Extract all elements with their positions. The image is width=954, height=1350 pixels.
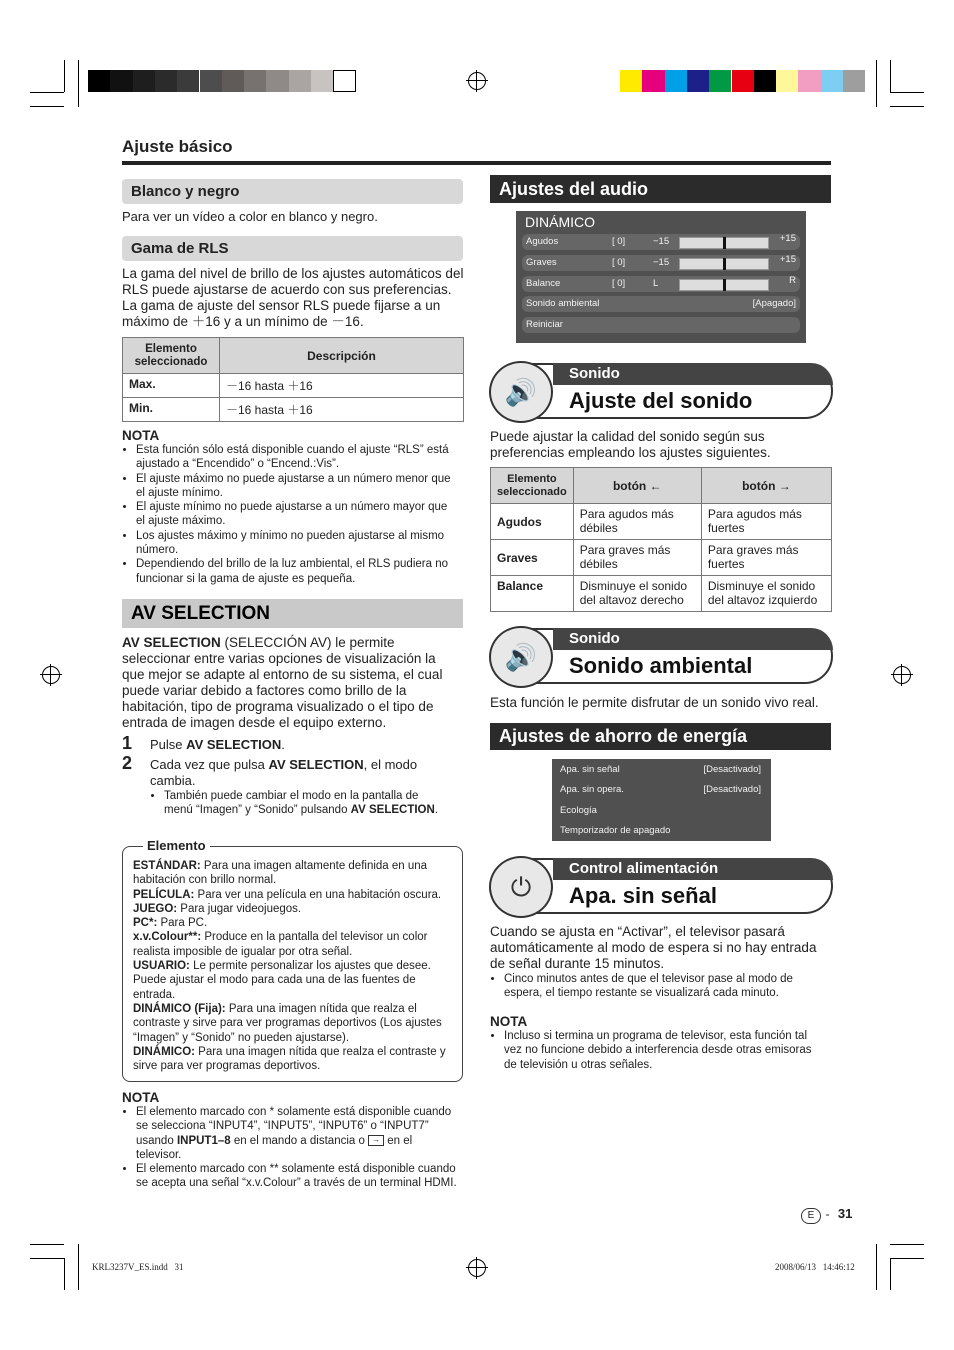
list-item: USUARIO: Le permite personalizar los ajustes que desee. Puede ajustar el modo para cada una de las fuentes de entrada. (133, 960, 431, 1001)
step-1-text: Pulse AV SELECTION. (150, 737, 285, 752)
list-item: • El elemento marcado con * solamente está disponible cuando se selecciona “INPUT4”, “INPUT5”, “INPUT6” o “INPUT7” usando INPUT1–8 en el mando a distancia o → en el televisor. (136, 1105, 458, 1162)
sonido-table-cell: Para agudos más débiles (573, 504, 701, 540)
rls-table-cell: －16 hasta ＋16 (220, 374, 464, 398)
audio-slider[interactable] (679, 279, 769, 291)
energy-row-value: [Desactivado] (703, 784, 761, 796)
color-swatch (620, 70, 642, 92)
apa-sin-senal-list (490, 972, 834, 1001)
elemento-title: Elemento (143, 838, 210, 853)
list-item: • Esta función sólo está disponible cuando el ajuste “RLS” está ajustado a “Encendido” o “Encend.:Vis”. (136, 443, 458, 472)
sonido-table-header: botón ← (573, 468, 701, 504)
gray-swatch (177, 70, 199, 92)
list-item: ESTÁNDAR: Para una imagen altamente definida en una habitación con brillo normal. (133, 860, 428, 887)
ajuste-sonido-title: Ajuste del sonido (569, 388, 753, 413)
audio-row-label: Reiniciar (526, 319, 563, 330)
blanco-y-negro-heading: Blanco y negro (122, 179, 463, 204)
page-number: 31 (837, 1206, 853, 1221)
rls-table-cell: Min. (123, 398, 220, 422)
audio-row[interactable] (522, 234, 800, 250)
elemento-list (133, 859, 458, 1073)
blanco-y-negro-text: Para ver un vídeo a color en blanco y negro. (122, 209, 378, 224)
registration-mark-top (468, 72, 486, 90)
color-swatch (821, 70, 843, 92)
color-swatch (776, 70, 798, 92)
energy-row[interactable] (560, 823, 763, 839)
rls-table-header-item: Elemento seleccionado (123, 338, 220, 374)
color-swatch (642, 70, 664, 92)
speaker-icon: 🔊 (489, 361, 553, 423)
sonido-ambiental-banner (491, 628, 833, 684)
list-item: • Dependiendo del brillo de la luz ambiental, el RLS pudiera no funcionar si la gama de ajuste es pequeña. (136, 557, 458, 586)
audio-row-value: [ 0] (612, 257, 626, 268)
slider-knob[interactable] (723, 237, 726, 249)
power-nota-title: NOTA (490, 1014, 528, 1029)
speaker-icon: 🔊 (489, 626, 553, 688)
audio-row-label: Sonido ambiental (526, 298, 600, 309)
av-nota-list (122, 1105, 458, 1191)
list-item: DINÁMICO: Para una imagen nítida que realza el contraste y sirve para ver programas deportivos. (133, 1045, 446, 1073)
sonido-table-cell: Graves (491, 540, 574, 576)
color-swatch (732, 70, 754, 92)
footer-date: 2008/06/13 14:46:12 (775, 1262, 855, 1272)
gray-swatch (333, 70, 356, 92)
control-alimentacion-band: Control alimentación (553, 858, 833, 880)
gray-swatch (133, 70, 155, 92)
audio-row[interactable] (522, 276, 800, 292)
av-step-2 (122, 753, 458, 817)
page-section-title: Ajuste básico (122, 137, 233, 156)
sonido-table-cell: Agudos (491, 504, 574, 540)
registration-mark-left (42, 666, 60, 684)
audio-row-max: R (789, 275, 796, 286)
elemento-box (122, 838, 463, 1082)
sonido-table-cell: Para graves más fuertes (701, 540, 831, 576)
color-swatch (754, 70, 776, 92)
energy-row[interactable] (560, 803, 763, 819)
gray-swatch (110, 70, 132, 92)
energy-row-label: Ecología (560, 804, 597, 816)
registration-mark-bottom (468, 1259, 486, 1277)
audio-row-ambient[interactable] (522, 296, 800, 312)
list-item: JUEGO: Para jugar videojuegos. (133, 902, 302, 915)
input-icon: → (368, 1135, 384, 1146)
color-swatch (798, 70, 820, 92)
av-selection-heading: AV SELECTION (122, 599, 463, 628)
list-item: DINÁMICO (Fija): Para una imagen nítida que realza el contraste y sirve para ver programas deportivos (Los ajustes “Imagen” y “Sonido” no pueden ajustarse). (133, 1002, 442, 1044)
rls-table (122, 337, 464, 422)
rls-table-header-desc: Descripción (220, 338, 464, 374)
audio-row-min: −15 (653, 236, 670, 247)
audio-row-label: Agudos (526, 236, 559, 247)
audio-row-max: +15 (779, 233, 796, 244)
energy-row-label: Apa. sin opera. (560, 784, 624, 796)
rls-nota-list (122, 443, 458, 586)
step-number: 1 (122, 733, 133, 753)
sonido-ambiental-text: Esta función le permite disfrutar de un sonido vivo real. (490, 695, 819, 710)
rls-nota (122, 428, 458, 586)
color-swatch (687, 70, 709, 92)
step-number: 2 (122, 753, 133, 773)
color-swatch (665, 70, 687, 92)
ajustes-audio-heading: Ajustes del audio (490, 175, 831, 203)
color-swatch (709, 70, 731, 92)
list-item: x.v.Colour**: Produce en la pantalla del televisor un color realista imposible de igualar por otra señal. (133, 931, 428, 958)
gray-swatch (289, 70, 311, 92)
ajuste-sonido-text: Puede ajustar la calidad del sonido según sus preferencias empleando los ajustes siguientes. (490, 429, 771, 460)
gray-swatch (200, 70, 222, 92)
apa-sin-senal-banner (491, 858, 833, 914)
list-item: • El ajuste mínimo no puede ajustarse a un número mayor que el ajuste máximo. (136, 500, 458, 529)
language-badge: E (801, 1208, 821, 1224)
apa-sin-senal-text: Cuando se ajusta en “Activar”, el televisor pasará automáticamente al modo de espera si no hay entrada de señal durante 15 minutos. (490, 924, 817, 971)
gray-swatch (244, 70, 266, 92)
sonido-table (490, 467, 832, 612)
gray-swatch (88, 70, 110, 92)
page-dash: - (825, 1207, 830, 1221)
slider-knob[interactable] (723, 279, 726, 291)
list-item: • También puede cambiar el modo en la pantalla de menú “Imagen” y “Sonido” pulsando AV SELECTION. (164, 789, 442, 818)
list-item: • Incluso si termina un programa de televisor, esta función tal vez no funcione debido a interferencia desde otras emisoras de televisión u otras señales. (504, 1029, 820, 1072)
sonido-table-cell: Disminuye el sonido del altavoz izquierdo (701, 576, 831, 612)
av-selection-intro (122, 635, 458, 731)
sonido-ambiental-title: Sonido ambiental (569, 653, 753, 678)
rls-table-cell: Max. (123, 374, 220, 398)
color-swatch (843, 70, 865, 92)
step-2-sublist (150, 789, 442, 818)
audio-row-value: [Apagado] (752, 298, 796, 309)
audio-menu-screen (516, 211, 806, 343)
power-control-icon: ⏻ (489, 856, 553, 918)
registration-mark-right (893, 666, 911, 684)
energy-row-value: [Desactivado] (703, 764, 761, 775)
audio-row-reset[interactable] (522, 317, 800, 333)
audio-slider[interactable] (679, 237, 769, 249)
audio-row-value: [ 0] (612, 236, 626, 247)
list-item: • El elemento marcado con ** solamente está disponible cuando se acepta una señal “x.v.Colour” a través de un terminal HDMI. (136, 1162, 458, 1191)
step-2-text: Cada vez que pulsa AV SELECTION, el modo cambia. (150, 757, 418, 788)
av-nota (122, 1090, 458, 1191)
audio-row-min: L (653, 278, 659, 289)
audio-menu-title: DINÁMICO (525, 214, 595, 230)
energy-row[interactable] (560, 762, 763, 778)
page-number-block (801, 1205, 852, 1224)
gray-swatch (311, 70, 333, 92)
list-item: PC*: Para PC. (133, 917, 208, 930)
rls-nota-title: NOTA (122, 428, 160, 443)
list-item: PELÍCULA: Para ver una película en una habitación oscura. (133, 888, 442, 901)
audio-slider[interactable] (679, 258, 769, 270)
audio-row-value: [ 0] (612, 278, 626, 289)
av-step-1 (122, 733, 458, 754)
energy-row[interactable] (560, 782, 763, 798)
av-intro-text: (SELECCIÓN AV) le permite seleccionar entre varias opciones de visualización la que mejor se adapte al entorno de su sistema, el cual puede variar debido a factores como brillo de la habitación, tipo de programa visualizado o el tipo de entrada de imagen desde el equipo externo. (122, 635, 443, 730)
header-rule (122, 161, 831, 165)
av-intro-bold: AV SELECTION (122, 635, 221, 650)
apa-sin-senal-title: Apa. sin señal (569, 883, 717, 908)
list-item: • Cinco minutos antes de que el televisor pase al modo de espera, el tiempo restante se visualizará cada minuto. (504, 972, 834, 1001)
sonido-table-cell: Para graves más débiles (573, 540, 701, 576)
audio-row[interactable] (522, 255, 800, 271)
gama-rls-heading: Gama de RLS (122, 236, 463, 261)
sonido-table-cell: Disminuye el sonido del altavoz derecho (573, 576, 701, 612)
energy-menu-screen (552, 759, 771, 841)
list-item: • El ajuste máximo no puede ajustarse a un número menor que el ajuste mínimo. (136, 472, 458, 501)
gray-swatch (266, 70, 288, 92)
sonido-band: Sonido (553, 363, 833, 385)
sonido-table-header: Elemento seleccionado (491, 468, 574, 504)
audio-row-min: −15 (653, 257, 670, 268)
gama-rls-text: La gama del nivel de brillo de los ajustes automáticos del RLS puede ajustarse de acuerdo con sus preferencias. La gama de ajuste del sensor RLS puede fijarse a un máximo de ＋16 y a un mínimo de －16. (122, 266, 464, 329)
ajuste-sonido-banner (491, 363, 833, 419)
apa-sin-senal-nota (490, 1014, 820, 1072)
energy-row-label: Apa. sin señal (560, 764, 620, 775)
audio-row-label: Graves (526, 257, 557, 268)
footer-file-name: KRL3237V_ES.indd 31 (92, 1262, 184, 1272)
ahorro-energia-heading: Ajustes de ahorro de energía (490, 723, 831, 750)
sonido-table-header: botón → (701, 468, 831, 504)
list-item: • Los ajustes máximo y mínimo no pueden ajustarse al mismo número. (136, 529, 458, 558)
energy-row-label: Temporizador de apagado (560, 824, 671, 836)
rls-table-cell: －16 hasta ＋16 (220, 398, 464, 422)
sonido-table-cell: Para agudos más fuertes (701, 504, 831, 540)
sonido-band: Sonido (553, 628, 833, 650)
audio-row-max: +15 (779, 254, 796, 265)
av-nota-title: NOTA (122, 1090, 160, 1105)
audio-row-label: Balance (526, 278, 561, 289)
gray-swatch (222, 70, 244, 92)
sonido-table-cell: Balance (491, 576, 574, 612)
gray-swatch (155, 70, 177, 92)
slider-knob[interactable] (723, 258, 726, 270)
power-nota-list (490, 1029, 820, 1072)
